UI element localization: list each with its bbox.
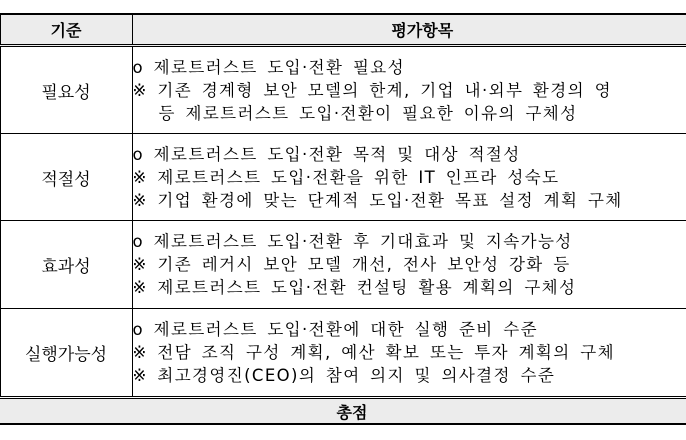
item-line: ※ 기존 레거시 보안 모델 개선, 전사 보안성 강화 등: [132, 255, 571, 274]
total-row: [0, 398, 686, 425]
item-line: o 제로트러스트 도입·전환 필요성: [132, 57, 405, 77]
criterion-cell: 실행가능성: [0, 309, 132, 398]
evaluation-items-cell: [132, 221, 686, 309]
item-line: ※ 전담 조직 구성 계획, 예산 확보 또는 투자 계획의 구체: [132, 343, 615, 362]
item-line: ※ 기업 환경에 맞는 단계적 도입·전환 목표 설정 계획 구체: [132, 190, 623, 210]
header-evaluation-items: 평가항목: [132, 14, 686, 46]
evaluation-criteria-table: [0, 13, 686, 425]
item-line: 등 제로트러스트 도입·전환이 필요한 이유의 구체성: [158, 103, 578, 123]
item-line: ※ 기존 경계형 보안 모델의 한계, 기업 내·외부 환경의 영: [132, 80, 612, 100]
criterion-cell: 필요성: [0, 46, 132, 134]
evaluation-items-cell: [132, 134, 686, 221]
criterion-cell: 적절성: [0, 134, 132, 221]
evaluation-items-cell: [132, 309, 686, 398]
table-header-row: [0, 14, 686, 46]
table-row: [0, 309, 686, 398]
evaluation-items-cell: [132, 46, 686, 134]
item-line: ※ 최고경영진(CEO)의 참여 의지 및 의사결정 수준: [132, 366, 556, 385]
item-line: ※ 제로트러스트 도입·전환 컨설팅 활용 계획의 구체성: [132, 278, 577, 297]
item-line: o 제로트러스트 도입·전환에 대한 실행 준비 수준: [132, 320, 538, 339]
item-line: ※ 제로트러스트 도입·전환을 위한 IT 인프라 성숙도: [132, 167, 560, 187]
table-row: [0, 134, 686, 221]
table-row: [0, 46, 686, 134]
total-label: 총점: [0, 398, 686, 425]
item-line: o 제로트러스트 도입·전환 목적 및 대상 적절성: [132, 144, 521, 164]
table-row: [0, 221, 686, 309]
header-criteria: 기준: [0, 14, 132, 46]
item-line: o 제로트러스트 도입·전환 후 기대효과 및 지속가능성: [132, 232, 573, 251]
criterion-cell: 효과성: [0, 221, 132, 309]
